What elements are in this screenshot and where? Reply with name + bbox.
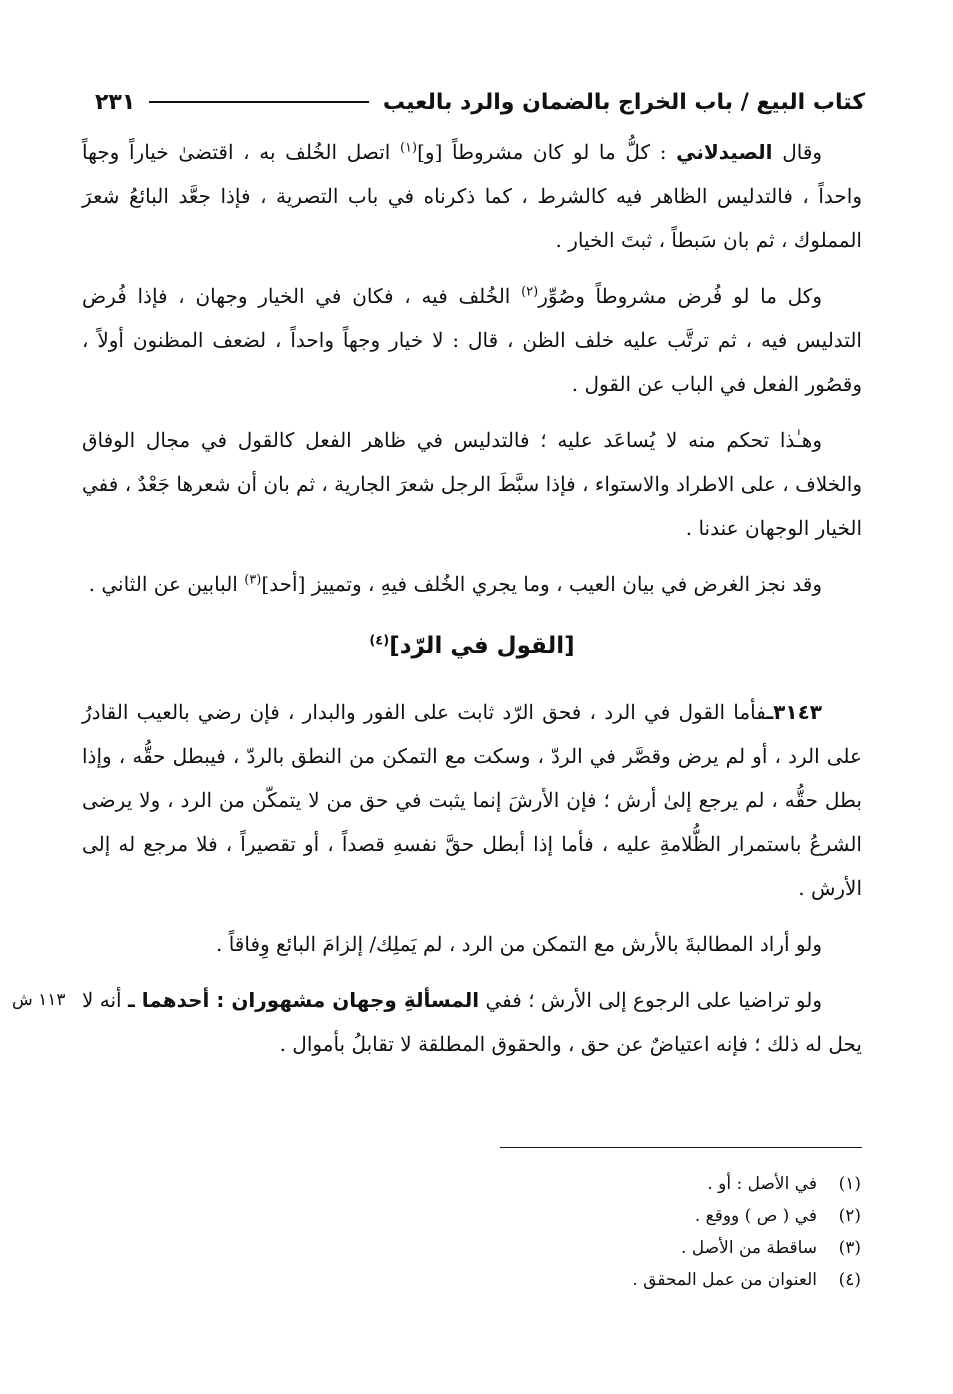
footnote-text: في الأصل : أو . — [707, 1174, 817, 1194]
paragraph-text: اتصل الخُلف به ، اقتضىٰ خياراً وجهاً واحداً ، فالتدليس الظاهر فيه كالشرط ، كما ذكرناه في باب التصرية ، فإذا جعَّد البائعُ شعرَ المملوك ، ثم بان سَبطاً ، ثبتَ الخيار . — [82, 140, 862, 252]
footnote-ref: (٣) — [244, 572, 262, 588]
paragraph-text: البابين عن الثاني . — [88, 572, 245, 596]
footnotes — [632, 1168, 861, 1296]
paragraph-text: ولو تراضيا على الرجوع إلى الأرش ؛ ففي — [485, 988, 822, 1012]
footnote-text: العنوان من عمل المحقق . — [632, 1270, 817, 1290]
paragraph-4 — [82, 562, 862, 606]
footnote-ref: (٤) — [369, 633, 390, 649]
footnote-number: (١) — [838, 1174, 861, 1194]
footnote-item — [632, 1168, 861, 1200]
footnote-separator — [500, 1147, 862, 1148]
footnote-number: (٢) — [838, 1206, 861, 1226]
footnote-text: في ( ص ) ووقع . — [694, 1206, 817, 1226]
paragraph-text: وكل ما لو فُرض مشروطاً وصُوِّر — [538, 284, 822, 308]
paragraph-3: وهـٰذا تحكم منه لا يُساعَد عليه ؛ فالتدليس في ظاهر الفعل كالقول في مجال الوفاق والخلاف ، على الاطراد والاستواء ، فإذا سبَّطَ الرجل شعرَ الجارية ، ثم بان أن شعرها جَعْدٌ ، ففي الخيار الوجهان عندنا . — [82, 428, 862, 540]
paragraph-1 — [82, 130, 862, 262]
footnote-item — [632, 1264, 861, 1296]
paragraph-text: وقال — [782, 140, 823, 164]
footnote-number: (٤) — [838, 1270, 861, 1290]
paragraph-text: الخُلف فيه ، فكان في الخيار وجهان ، فإذا فُرض التدليس فيه ، ثم ترتَّب عليه خلف الظن ، قال : لا خيار وجهاً واحداً ، لضعف المظنون أولاً ، وقصُور الفعل في الباب عن القول . — [82, 284, 862, 396]
footnote-item — [632, 1232, 861, 1264]
page-number: ٢٣١ — [95, 89, 136, 115]
paragraph-3143 — [82, 690, 862, 910]
issue-number: ٣١٤٣ـ — [766, 700, 822, 724]
paragraph-5: ولو أراد المطالبةَ بالأرش مع التمكن من الرد ، لم يَملِك/ إلزامَ البائع وِفاقاً . — [215, 932, 822, 956]
section-title-text: [القول في الرّد] — [389, 633, 575, 659]
header-title: كتاب البيع / باب الخراج بالضمان والرد بالعيب — [382, 89, 865, 115]
section-heading — [82, 624, 862, 668]
footnote-item — [632, 1200, 861, 1232]
footnote-number: (٣) — [838, 1238, 861, 1258]
header-rule — [149, 101, 369, 103]
scholar-name: الصيدلاني — [676, 140, 773, 164]
footnote-text: ساقطة من الأصل . — [681, 1238, 817, 1258]
paragraph-text: وقد نجز الغرض في بيان العيب ، وما يجري الخُلف فيهِ ، وتمييز [أحد] — [261, 572, 822, 596]
paragraph-text: : كلُّ ما لو كان مشروطاً [و] — [417, 140, 677, 164]
paragraph-text: فأما القول في الرد ، فحق الرّد ثابت على الفور والبدار ، فإن رضي بالعيب القادرُ على الرد ، أو لم يرض وقصَّر في الردّ ، وسكت مع التمكن من النطق بالردّ ، فيبطل حقُّه ، وإذا بطل حقُّه ، لم يرجع إلىٰ أرش ؛ فإن الأرشَ إنما يثبت في حق من لا يتمكّن من الرد ، ولا يرضى الشرعُ باستمرار الظُّلامةِ عليه ، فأما إذا أبطل حقَّ نفسهِ قصداً ، أو تقصيراً ، فلا مرجع له إلى الأرش . — [82, 700, 862, 900]
paragraph-6 — [82, 978, 862, 1066]
paragraph-text: أنه لا يحل له ذلك ؛ فإنه اعتياضٌ عن حق ، والحقوق المطلقة لا تقابلُ بأموال . — [82, 988, 862, 1056]
running-header — [95, 82, 865, 122]
bold-phrase: المسألةِ وجهان مشهوران : أحدهما ـ — [127, 988, 480, 1012]
main-text — [82, 130, 862, 1078]
footnote-ref: (٢) — [521, 284, 539, 300]
paragraph-2 — [82, 274, 862, 406]
manuscript-folio-note: ١١٣ ش — [12, 990, 66, 1010]
footnote-ref: (١) — [399, 140, 418, 156]
